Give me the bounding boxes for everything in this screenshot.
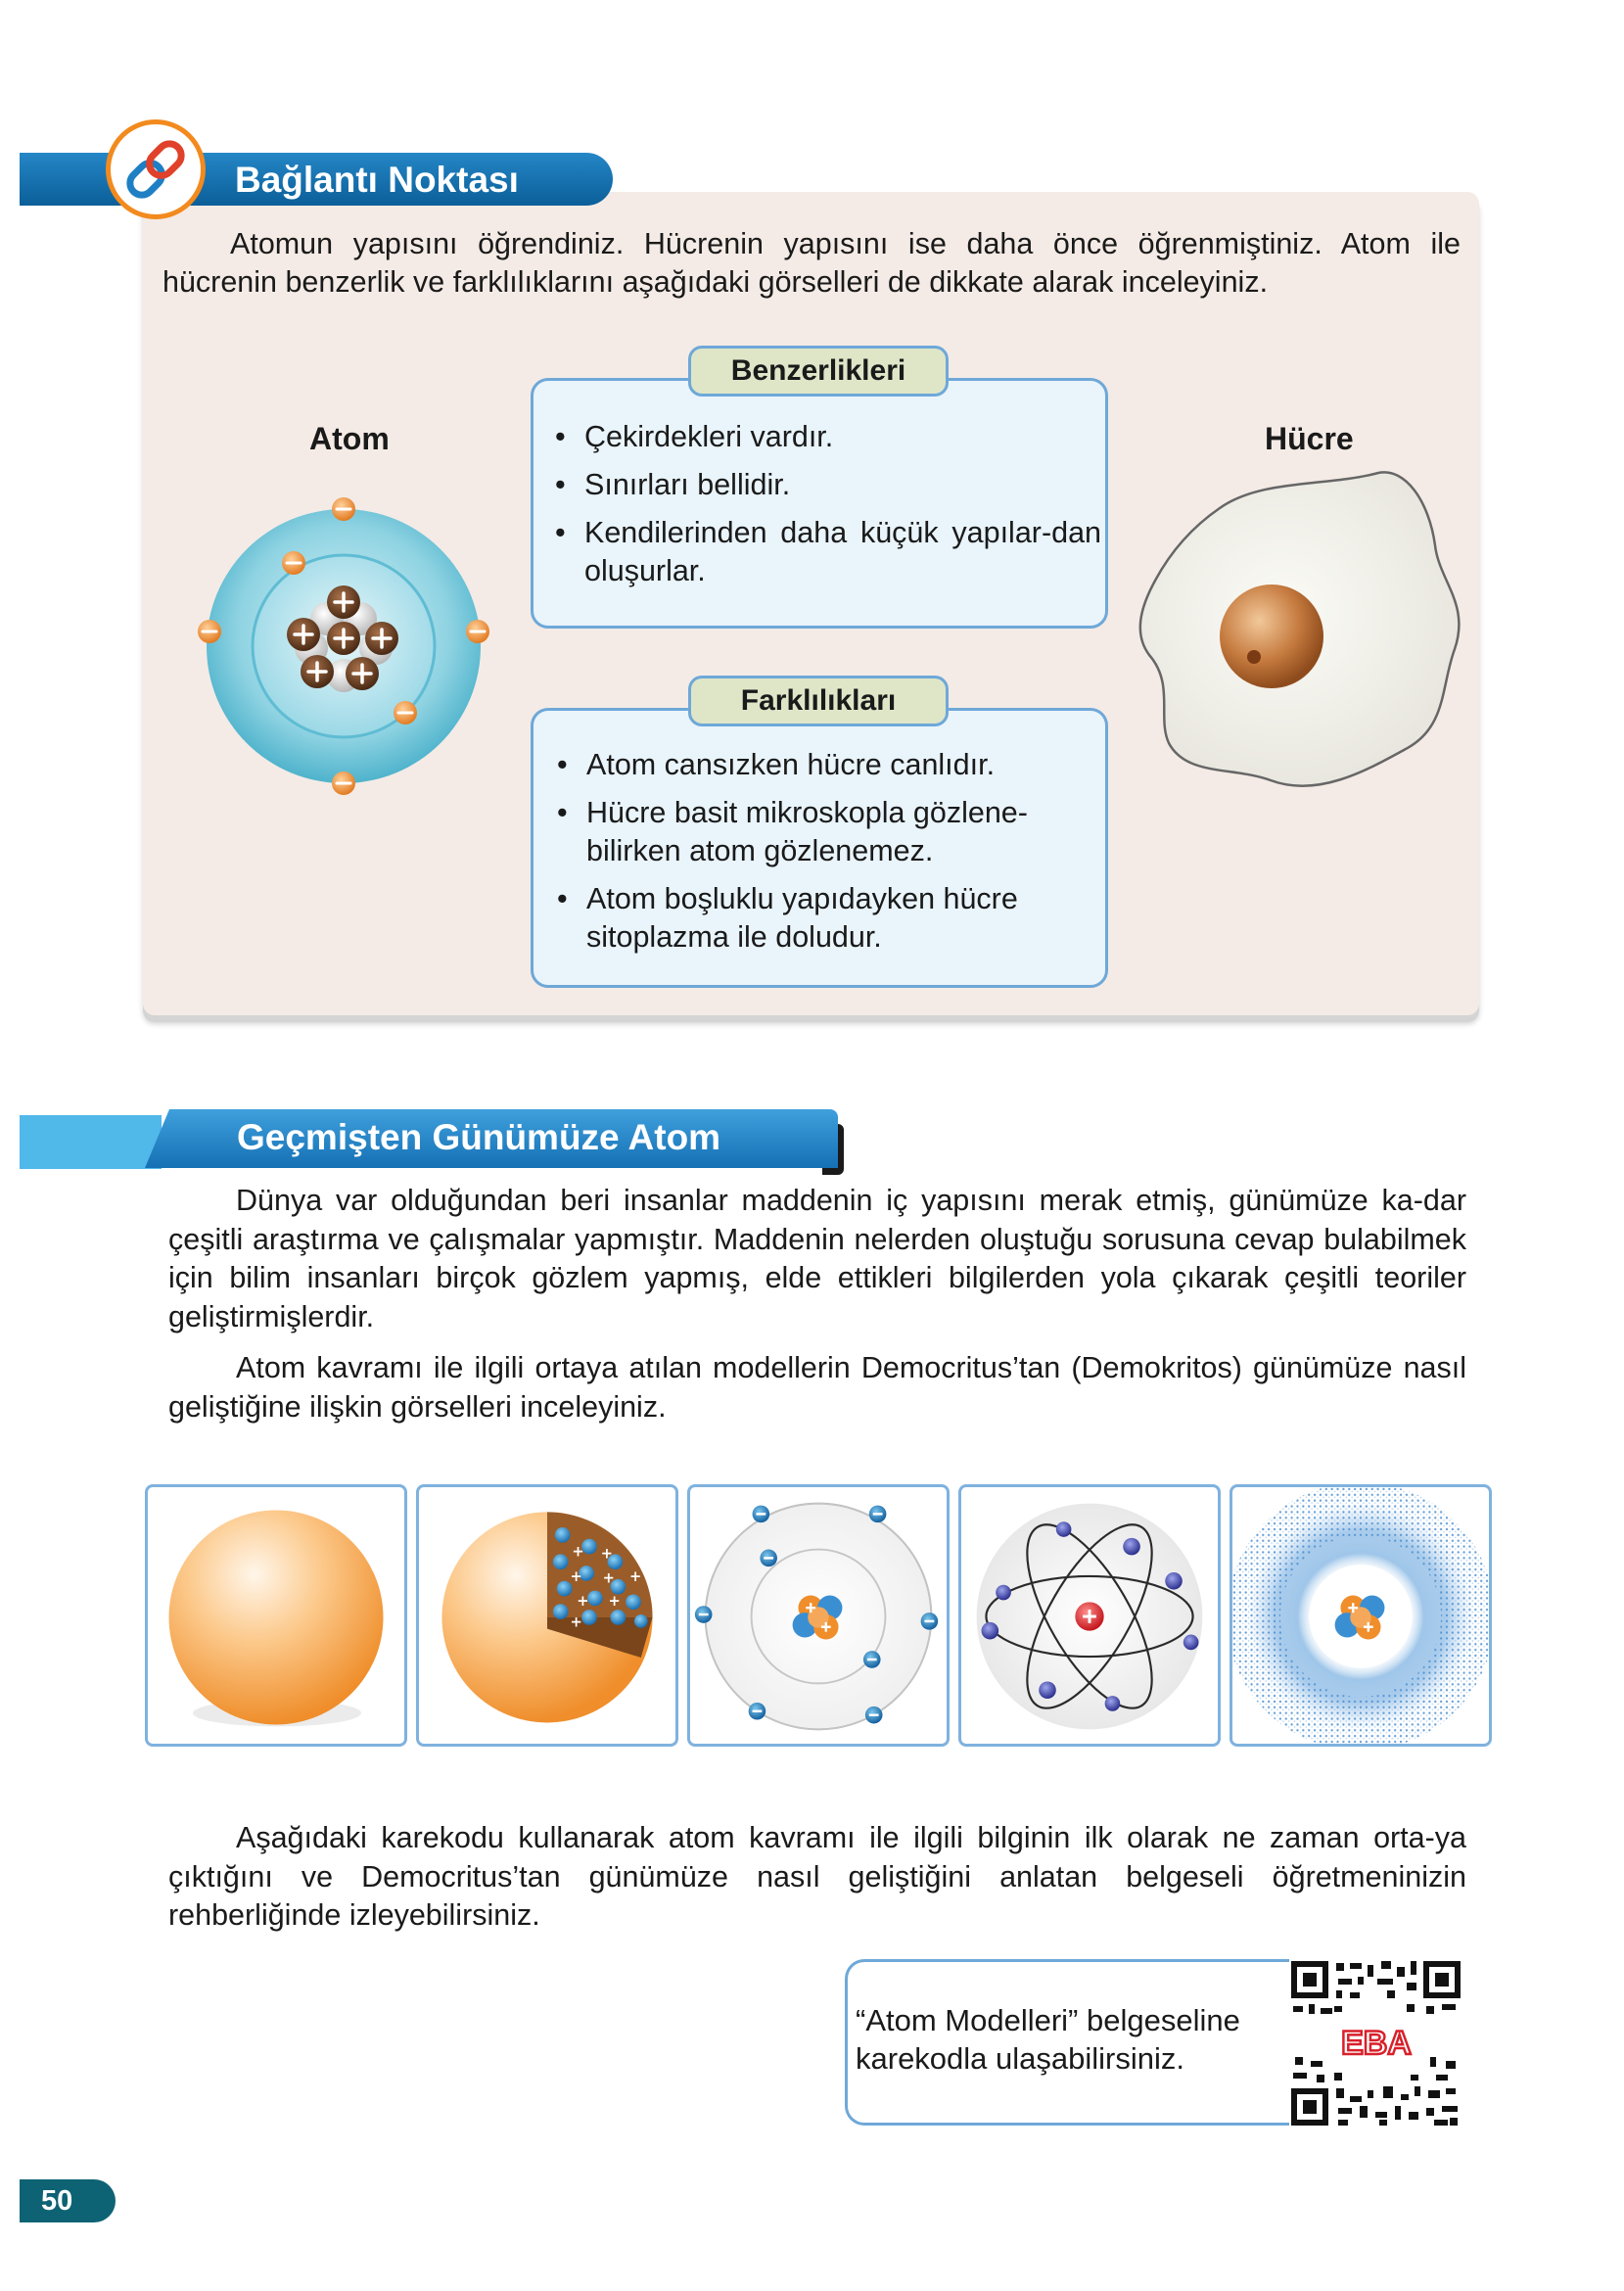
modern-model-card: [1230, 1484, 1492, 1747]
page-number: 50: [20, 2179, 116, 2222]
similarities-box: [531, 378, 1108, 629]
section-title: Geçmişten Günümüze Atom: [237, 1117, 721, 1157]
similarities-tab: Benzerlikleri: [688, 346, 949, 397]
section-header-stripe: [20, 1115, 162, 1169]
svg-text:+: +: [602, 1569, 615, 1587]
history-paragraph-3: Aşağıdaki karekodu kullanarak atom kavramı ile ilgili bilginin ilk olarak ne zaman orta-ya çıktığını ve Democritus’tan günümüze nasıl geliştiğini anlatan belgeseli öğretmeninizin rehberliğinde izleyebilirsiniz.: [168, 1821, 1466, 1932]
svg-text:+: +: [570, 1567, 582, 1585]
svg-text:+: +: [570, 1613, 582, 1631]
svg-text:+: +: [572, 1543, 584, 1561]
list-item: • Atom cansızken hücre canlıdır.: [545, 746, 1093, 784]
list-item: • Kendilerinden daha küçük yapılar-dan oluşurlar.: [543, 514, 1101, 590]
differences-box: [531, 708, 1108, 988]
list-item: • Hücre basit mikroskopla gözlene-bilirken atom gözlenemez.: [545, 794, 1093, 870]
eba-logo: EBA: [1341, 2025, 1412, 2062]
cell-illustration: [1136, 465, 1468, 798]
svg-text:+: +: [629, 1567, 642, 1585]
bohr-model-card: [958, 1484, 1221, 1747]
connection-intro: Atomun yapısını öğrendiniz. Hücrenin yapısını ise daha önce öğrenmiştiniz. Atom ile hücrenin benzerlik ve farklılıklarını aşağıdaki görselleri de dikkate alarak inceleyiniz.: [162, 227, 1461, 299]
chain-link-icon: [106, 119, 206, 219]
svg-text:+: +: [600, 1545, 614, 1563]
qr-info-text: “Atom Modelleri” belgeseline karekodla ulaşabilirsiniz.: [856, 2003, 1240, 2076]
history-paragraph-2: Atom kavramı ile ilgili ortaya atılan modellerin Democritus’tan (Demokritos) günümüze nasıl geliştiğine ilişkin görselleri inceleyiniz.: [168, 1351, 1466, 1424]
history-paragraph-1: Dünya var olduğundan beri insanlar maddenin iç yapısını merak etmiş, günümüze ka-dar çeşitli araştırma ve çalışmalar yapmıştır. Maddenin nelerden oluştuğu sorusuna cevap bulabilmek için bilim insanları birçok gözlem yapmış, elde ettikleri bilgilerden yola çıkarak çeşitli teoriler geliştirmişlerdir.: [168, 1184, 1466, 1333]
dalton-model-card: [145, 1484, 407, 1747]
differences-tab: Farklılıkları: [688, 676, 949, 726]
thomson-model-card: [416, 1484, 678, 1747]
list-item: • Atom boşluklu yapıdayken hücre sitoplazma ile doludur.: [545, 880, 1093, 957]
atom-label: Atom: [309, 421, 390, 456]
connection-point-title: Bağlantı Noktası: [235, 160, 519, 200]
atom-illustration: [194, 490, 497, 803]
qr-code[interactable]: [1289, 1959, 1462, 2127]
list-item: • Sınırları bellidir.: [543, 466, 1101, 504]
differences-list: [545, 746, 1093, 966]
list-item: • Çekirdekleri vardır.: [543, 418, 1101, 456]
svg-text:+: +: [577, 1593, 589, 1611]
cell-label: Hücre: [1265, 421, 1354, 456]
svg-text:+: +: [608, 1593, 621, 1611]
similarities-list: [543, 418, 1101, 600]
rutherford-model-card: [687, 1484, 950, 1747]
